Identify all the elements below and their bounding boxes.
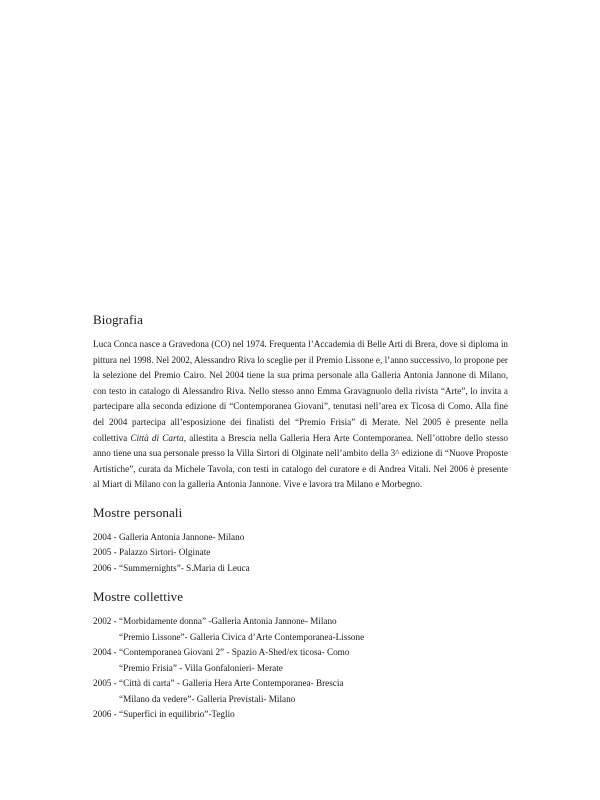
biografia-paragraph (93, 337, 508, 493)
mostre-collettive-heading: Mostre collettive (93, 589, 184, 605)
list-item: 2005 - Palazzo Sirtori- Olginate (93, 547, 211, 558)
list-item: 2002 - “Morbidamente donna” -Galleria Antonia Jannone- Milano (93, 616, 337, 627)
list-item: “Premio Frisia” - Villa Gonfalonieri- Merate (119, 662, 283, 673)
mostre-personali-section (93, 505, 508, 577)
mostre-collettive-list (93, 614, 508, 723)
list-item: “Premio Lissone”- Galleria Civica d’Arte Contemporanea-Lissone (119, 631, 365, 642)
list-item: 2005 - “Città di carta” - Galleria Hera Arte Contemporanea- Brescia (93, 678, 344, 689)
biografia-text-part1: Luca Conca nasce a Gravedona (CO) nel 1974. Frequenta l’Accademia di Belle Arti di Brera, dove si diploma in pittura nel 1998. Nel 2002, Alessandro Riva lo sceglie per il Premio Lissone e, l’anno successivo, lo propone per la selezione del Premio Cairo. Nel 2004 tiene la sua prima personale alla Galleria Antonia Jannone di Milano, con testo in catalogo di Alessandro Riva. Nello stesso anno Emma Gravagnuolo della rivista “Arte”, lo invita a partecipare alla seconda edizione di “Contemporanea Giovani”, tenutasi nell’area ex Ticosa di Como. Alla fine del 2004 partecipa all’esposizione dei finalisti del “Premio Frisia” di Merate. Nel 2005 è presente nella collettiva (93, 339, 508, 443)
mostre-personali-list (93, 530, 508, 577)
biografia-heading: Biografia (93, 312, 143, 327)
list-item: “Milano da vedere”- Galleria Previstali- Milano (119, 693, 296, 704)
biografia-text-part2: , allestita a Brescia nella Galleria Hera Arte Contemporanea. Nell’ottobre dello stesso anno tiene una sua personale presso la Villa Sirtori di Olginate nell’ambito della 3^ edizione di “Nuove Proposte Artistiche”, curata da Michele Tavola, con testi in catalogo del curatore e di Andrea Vitali. Nel 2006 è presente al Miart di Milano con la galleria Antonia Jannone. Vive e lavora tra Milano e Morbegno. (93, 432, 508, 490)
mostre-collettive-section (93, 589, 508, 723)
mostre-personali-heading: Mostre personali (93, 504, 183, 520)
list-item: 2006 - “Superfici in equilibrio”-Teglio (93, 709, 235, 720)
biografia-italic-title: Città di Carta (130, 432, 184, 443)
biografia-section (93, 312, 508, 493)
list-item: 2004 - Galleria Antonia Jannone- Milano (93, 531, 245, 542)
document-content (93, 312, 508, 723)
list-item: 2006 - “Summernights”- S.Maria di Leuca (93, 562, 250, 573)
list-item: 2004 - “Contemporanea Giovani 2” - Spazio A-Shed/ex ticosa- Como (93, 647, 350, 658)
